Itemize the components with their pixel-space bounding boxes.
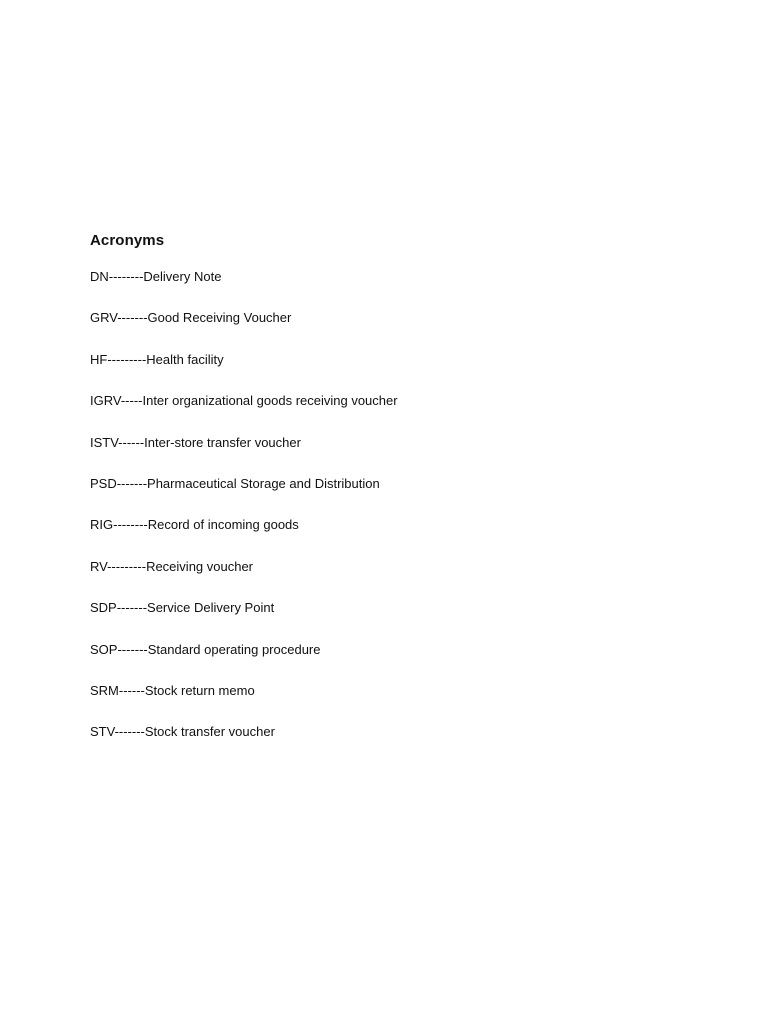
acronym-entry-grv: GRV-------Good Receiving Voucher	[90, 310, 292, 326]
acronym-entry-stv: STV-------Stock transfer voucher	[90, 724, 275, 740]
acronym-entry-rv: RV---------Receiving voucher	[90, 558, 254, 574]
acronym-list	[90, 268, 398, 765]
acronym-entry-rig: RIG--------Record of incoming goods	[90, 517, 299, 533]
acronym-entry-sop: SOP-------Standard operating procedure	[90, 641, 321, 657]
acronym-entry-istv: ISTV------Inter-store transfer voucher	[90, 434, 301, 450]
acronym-entry-igrv: IGRV-----Inter organizational goods receiving voucher	[90, 393, 398, 409]
acronym-entry-sdp: SDP-------Service Delivery Point	[90, 600, 275, 616]
section-heading: Acronyms	[90, 232, 165, 249]
acronym-entry-srm: SRM------Stock return memo	[90, 682, 255, 698]
acronym-entry-dn: DN--------Delivery Note	[90, 269, 222, 284]
acronym-entry-psd: PSD-------Pharmaceutical Storage and Distribution	[90, 475, 380, 491]
acronym-entry-hf: HF---------Health facility	[90, 351, 224, 367]
